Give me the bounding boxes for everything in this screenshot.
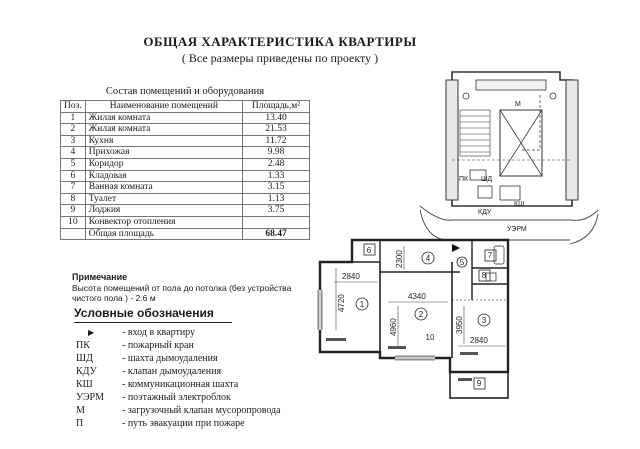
legend-item-text: - загрузочный клапан мусоропровода xyxy=(122,405,281,416)
room-label-5: 5 xyxy=(459,258,465,267)
row-name: Кухня xyxy=(85,135,242,147)
row-area: 3.75 xyxy=(243,205,310,217)
row-name: Прихожая xyxy=(85,147,242,159)
dimension-4340: 4340 xyxy=(408,292,426,301)
row-area: 9.98 xyxy=(243,147,310,159)
row-pos: 4 xyxy=(61,147,86,159)
row-name: Жилая комната xyxy=(85,124,242,136)
room-label-8: 8 xyxy=(481,271,487,280)
total-label: Общая площадь xyxy=(85,228,242,240)
room-label-6: 6 xyxy=(366,246,372,255)
row-area: 21.53 xyxy=(243,124,310,136)
legend-item-text: - поэтажный электроблок xyxy=(122,392,231,403)
core-curve-wall xyxy=(570,214,598,244)
shd-shaft xyxy=(478,186,492,198)
room-label-9: 9 xyxy=(476,379,482,388)
row-pos: 2 xyxy=(61,124,86,136)
core-wall-right xyxy=(566,80,578,200)
rooms-table-caption: Состав помещений и оборудования xyxy=(105,86,265,97)
column-header-name: Наименование помещений xyxy=(85,101,242,113)
dimension-2300: 2300 xyxy=(395,250,404,268)
row-name: Жилая комната xyxy=(85,112,242,124)
row-name: Коридор xyxy=(85,158,242,170)
row-pos: 7 xyxy=(61,182,86,194)
column-header-pos: Поз. xyxy=(61,101,86,113)
dimension-3950: 3950 xyxy=(455,316,464,334)
legend-item-text: - шахта дымоудаления xyxy=(122,353,218,364)
staircase xyxy=(460,110,490,156)
legend-item-text: - путь эвакуации при пожаре xyxy=(122,418,245,429)
dimension-4960: 4960 xyxy=(389,318,398,336)
legend-symbol: М xyxy=(76,405,85,416)
legend-heading: Условные обозначения xyxy=(74,306,214,320)
room-label-7: 7 xyxy=(487,251,493,260)
room-label-10: 10 xyxy=(425,333,435,342)
apartment-plan xyxy=(318,240,508,398)
legend-item-text: - пожарный кран xyxy=(122,340,194,351)
toilet-fixture xyxy=(486,273,496,281)
entrance-arrow-icon: ▶ xyxy=(88,328,95,337)
row-name: Туалет xyxy=(85,193,242,205)
row-name: Ванная комната xyxy=(85,182,242,194)
core-label-pk: ПК xyxy=(459,176,469,183)
row-area: 13.40 xyxy=(243,112,310,124)
row-pos: 5 xyxy=(61,158,86,170)
note-text: Высота помещений от пола до потолка (без устройства чистого пола ) - 2.6 м xyxy=(72,283,292,303)
entrance-arrow-icon xyxy=(452,244,460,252)
convector xyxy=(460,352,478,355)
core-label-kdu: КДУ xyxy=(478,209,492,216)
row-pos: 8 xyxy=(61,193,86,205)
core-label-shd: ШД xyxy=(481,176,493,183)
core-label-m: М xyxy=(515,101,521,108)
legend-symbol: ШД xyxy=(76,353,93,364)
legend-item-text: - коммуникационная шахта xyxy=(122,379,239,390)
column-circle xyxy=(550,93,556,99)
row-name: Кладовая xyxy=(85,170,242,182)
column-header-area: Площадь,м² xyxy=(243,101,310,113)
legend-symbol: КДУ xyxy=(76,366,97,377)
row-name: Лоджия xyxy=(85,205,242,217)
page-title: ОБЩАЯ ХАРАКТЕРИСТИКА КВАРТИРЫ xyxy=(143,34,417,49)
legend-item-text: - вход в квартиру xyxy=(122,327,196,338)
core-label-uerm: УЭРМ xyxy=(507,226,527,233)
row-area: 2.48 xyxy=(243,158,310,170)
row-area: 11.72 xyxy=(243,135,310,147)
legend-symbol: КШ xyxy=(76,379,93,390)
row-area: 3.15 xyxy=(243,182,310,194)
row-pos: 6 xyxy=(61,170,86,182)
dimension-2840-top: 2840 xyxy=(342,272,360,281)
dimension-2840-right: 2840 xyxy=(470,336,488,345)
apartment-outer-wall xyxy=(320,240,508,372)
core-label-ksh: КШ xyxy=(514,201,525,208)
room-label-3: 3 xyxy=(481,316,487,325)
core-wall-left xyxy=(446,80,458,200)
core-curve-wall xyxy=(420,206,598,220)
row-pos: 3 xyxy=(61,135,86,147)
convector xyxy=(326,338,346,341)
legend-item-text: - клапан дымоудаления xyxy=(122,366,222,377)
total-area: 68.47 xyxy=(243,228,310,240)
room-label-4: 4 xyxy=(425,254,431,263)
row-pos: 1 xyxy=(61,112,86,124)
legend-symbol: ПК xyxy=(76,340,90,351)
ksh-shaft xyxy=(500,186,520,200)
row-name: Конвектор отопления xyxy=(85,216,242,228)
convector xyxy=(458,378,472,381)
column-circle xyxy=(463,93,469,99)
room-label-2: 2 xyxy=(418,310,424,319)
room-label-1: 1 xyxy=(359,300,365,309)
building-core xyxy=(446,72,578,206)
core-top-wall xyxy=(476,80,546,90)
dimension-4720: 4720 xyxy=(337,294,346,312)
legend-symbol: П xyxy=(76,418,84,429)
convector xyxy=(388,346,406,349)
row-pos: 9 xyxy=(61,205,86,217)
row-pos: 10 xyxy=(61,216,86,228)
row-area: 1.13 xyxy=(243,193,310,205)
note-heading: Примечание xyxy=(72,272,128,282)
page-subtitle: ( Все размеры приведены по проекту ) xyxy=(181,51,379,65)
row-area: 1.33 xyxy=(243,170,310,182)
legend-symbol: УЭРМ xyxy=(76,392,105,403)
